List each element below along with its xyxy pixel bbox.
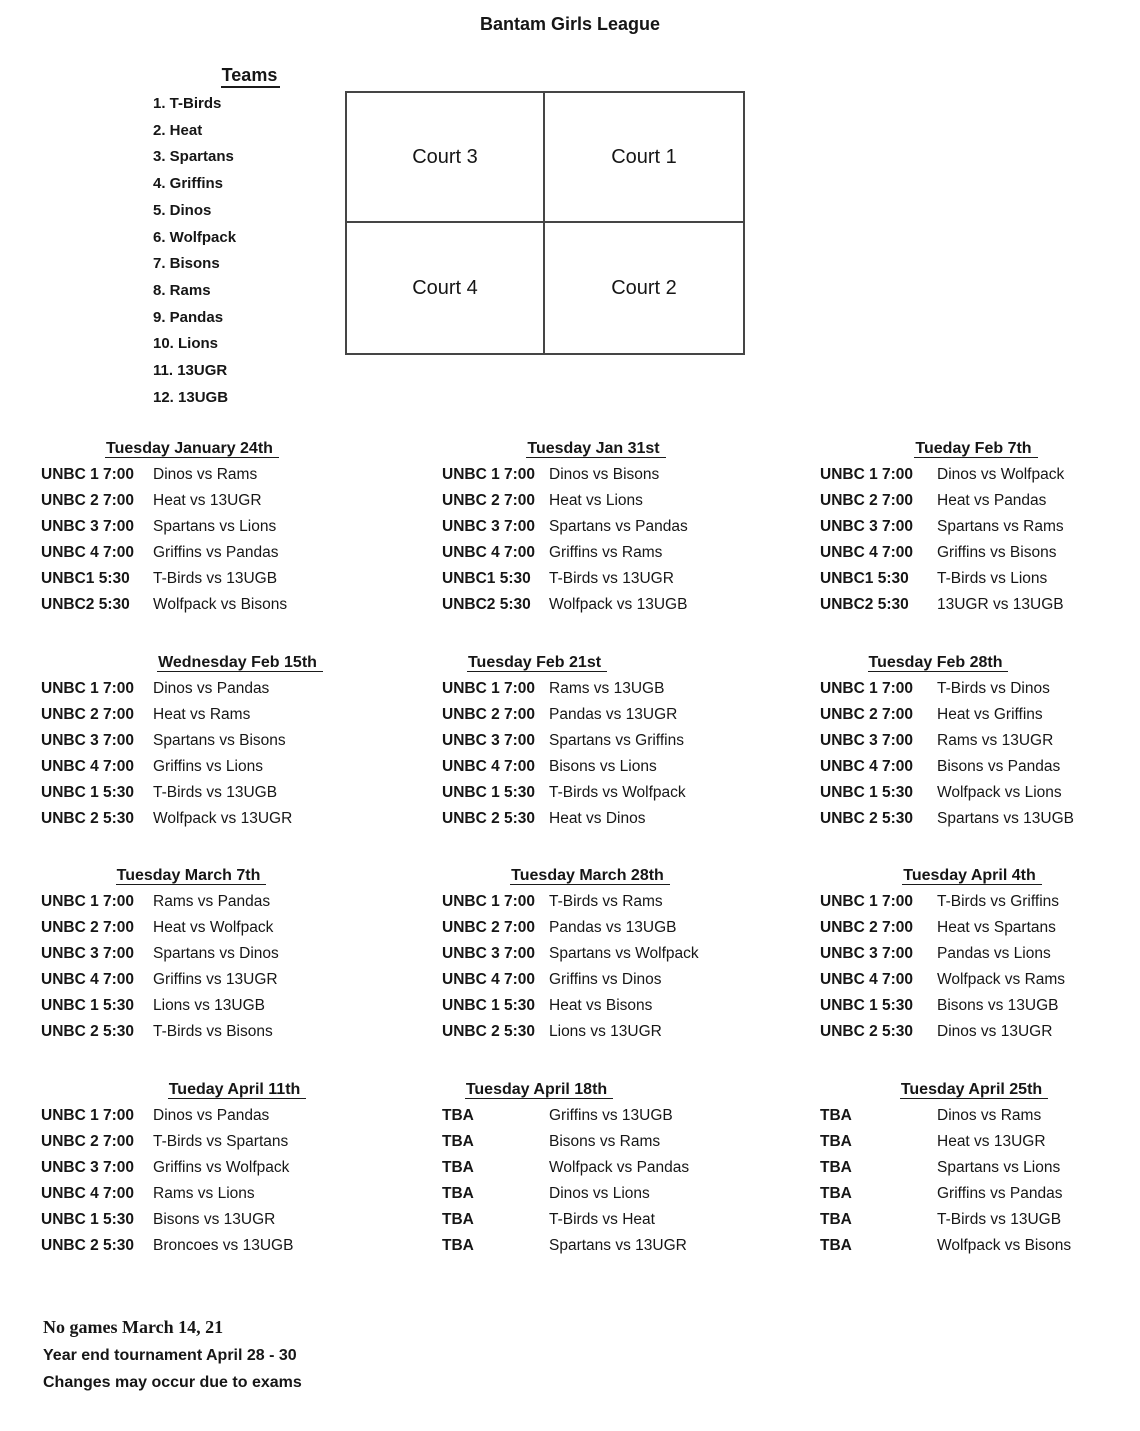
games-list [41, 676, 371, 832]
game-slot: UNBC 2 7:00 [442, 919, 536, 936]
game-slot: UNBC 2 7:00 [41, 1133, 135, 1150]
game-slot: UNBC 3 7:00 [820, 945, 914, 962]
game-match: T-Birds vs 13UGB [937, 1211, 1062, 1228]
game-slot: UNBC 3 7:00 [442, 945, 536, 962]
game-slot: UNBC 1 5:30 [820, 784, 914, 801]
game-slot: UNBC 4 7:00 [442, 544, 536, 561]
game-row [41, 514, 371, 540]
team-list-item: 11. 13UGR [153, 362, 228, 380]
game-slot: UNBC2 5:30 [41, 596, 130, 613]
game-row [442, 1233, 772, 1259]
game-slot: UNBC 1 7:00 [820, 893, 914, 910]
game-match: Spartans vs 13UGR [549, 1237, 687, 1254]
schedule-block-feb-28 [820, 650, 1130, 832]
game-row [820, 592, 1130, 618]
game-row [820, 1233, 1130, 1259]
schedule-block-apr-18 [442, 1077, 772, 1259]
game-slot: UNBC 1 5:30 [41, 1211, 135, 1228]
game-slot: UNBC 3 7:00 [41, 518, 135, 535]
games-list [41, 889, 371, 1045]
schedule-date-text: Tuesday March 28th [510, 867, 670, 885]
schedule-date-text: Tuesday Feb 28th [868, 654, 1009, 672]
teams-list [153, 91, 348, 411]
team-list-item: 7. Bisons [153, 255, 220, 273]
team-list-item: 9. Pandas [153, 308, 224, 326]
game-row [442, 728, 772, 754]
games-list [820, 889, 1130, 1045]
court-diagram [345, 91, 745, 355]
game-match: Bisons vs Rams [549, 1133, 661, 1150]
game-row [442, 1181, 772, 1207]
page-title: Bantam Girls League [479, 14, 661, 34]
schedule-block-jan-31 [442, 436, 772, 618]
game-match: Griffins vs Lions [153, 758, 263, 775]
game-match: Wolfpack vs Bisons [153, 596, 288, 613]
schedule-date-heading [821, 436, 1131, 462]
schedule-block-mar-7 [41, 863, 371, 1045]
game-row [820, 889, 1130, 915]
schedule-block-apr-4 [820, 863, 1130, 1045]
game-slot: UNBC 1 5:30 [820, 997, 914, 1014]
game-row [820, 514, 1130, 540]
game-row [442, 941, 772, 967]
game-match: Lions vs 13UGB [153, 997, 265, 1014]
game-row [41, 540, 371, 566]
game-slot: UNBC 3 7:00 [41, 732, 135, 749]
game-row [41, 488, 371, 514]
game-slot: TBA [442, 1133, 474, 1150]
game-slot: UNBC 2 7:00 [41, 492, 135, 509]
game-row [820, 1019, 1130, 1045]
game-slot: UNBC 2 7:00 [820, 919, 914, 936]
game-match: Dinos vs Pandas [153, 680, 270, 697]
game-match: Bisons vs 13UGR [153, 1211, 276, 1228]
game-match: Spartans vs Lions [937, 1159, 1061, 1176]
court-1-label: Court 1 [611, 145, 677, 168]
schedule-date-text: Tuesday Feb 21st [467, 654, 607, 672]
court-2-label: Court 2 [611, 276, 677, 299]
games-list [820, 676, 1130, 832]
game-match: Spartans vs Wolfpack [549, 945, 699, 962]
game-slot: TBA [442, 1185, 474, 1202]
game-slot: UNBC 2 5:30 [41, 1023, 135, 1040]
game-row [820, 728, 1130, 754]
game-slot: TBA [820, 1185, 852, 1202]
game-slot: TBA [442, 1107, 474, 1124]
game-slot: UNBC 1 5:30 [442, 784, 536, 801]
schedule-date-text: Tueday Feb 7th [914, 440, 1037, 458]
team-list-item: 4. Griffins [153, 175, 224, 193]
game-match: Dinos vs Rams [937, 1107, 1042, 1124]
game-row [41, 1207, 371, 1233]
game-slot: UNBC 4 7:00 [41, 971, 135, 988]
game-row [820, 540, 1130, 566]
game-slot: UNBC 2 5:30 [442, 810, 536, 827]
game-row [442, 676, 772, 702]
game-match: Griffins vs Pandas [153, 544, 279, 561]
game-row [820, 915, 1130, 941]
game-slot: UNBC 2 5:30 [820, 1023, 914, 1040]
teams-heading [153, 64, 348, 86]
game-row [442, 1155, 772, 1181]
game-row [820, 488, 1130, 514]
game-row [442, 754, 772, 780]
game-slot: UNBC 2 5:30 [41, 1237, 135, 1254]
game-slot: UNBC 2 5:30 [442, 1023, 536, 1040]
game-match: Rams vs 13UGB [549, 680, 665, 697]
game-slot: UNBC 1 5:30 [41, 997, 135, 1014]
game-match: Griffins vs Pandas [937, 1185, 1063, 1202]
schedule-block-apr-25 [820, 1077, 1130, 1259]
game-row [820, 566, 1130, 592]
game-row [41, 754, 371, 780]
schedule-date-heading [819, 1077, 1129, 1103]
game-slot: UNBC 4 7:00 [820, 758, 914, 775]
game-match: Griffins vs 13UGB [549, 1107, 673, 1124]
game-match: Wolfpack vs 13UGB [549, 596, 688, 613]
game-slot: UNBC 2 7:00 [820, 492, 914, 509]
game-slot: UNBC 3 7:00 [442, 732, 536, 749]
game-row [41, 1181, 371, 1207]
game-row [820, 702, 1130, 728]
game-row [442, 462, 772, 488]
game-slot: TBA [820, 1133, 852, 1150]
game-row [820, 462, 1130, 488]
game-row [41, 1103, 371, 1129]
schedule-date-text: Tuesday April 18th [465, 1081, 613, 1099]
game-row [820, 780, 1130, 806]
game-slot: UNBC 1 7:00 [41, 466, 135, 483]
game-match: Wolfpack vs 13UGR [153, 810, 293, 827]
game-row [41, 592, 371, 618]
game-match: T-Birds vs Bisons [153, 1023, 273, 1040]
game-row [820, 676, 1130, 702]
game-slot: UNBC 2 7:00 [442, 706, 536, 723]
game-row [41, 889, 371, 915]
game-row [820, 1129, 1130, 1155]
game-slot: UNBC 1 7:00 [442, 680, 536, 697]
game-match: T-Birds vs Dinos [937, 680, 1050, 697]
schedule-date-text: Tuesday January 24th [105, 440, 279, 458]
game-match: T-Birds vs Spartans [153, 1133, 289, 1150]
team-list-item: 10. Lions [153, 335, 219, 353]
game-match: Dinos vs Rams [153, 466, 258, 483]
game-row [820, 754, 1130, 780]
game-match: Griffins vs 13UGR [153, 971, 278, 988]
game-match: Wolfpack vs Pandas [549, 1159, 690, 1176]
game-row [442, 993, 772, 1019]
game-slot: UNBC 4 7:00 [41, 758, 135, 775]
game-match: Heat vs Lions [549, 492, 643, 509]
schedule-date-text: Wednesday Feb 15th [157, 654, 323, 672]
game-match: Griffins vs Rams [549, 544, 663, 561]
game-match: Bisons vs 13UGB [937, 997, 1059, 1014]
game-row [41, 676, 371, 702]
game-match: T-Birds vs 13UGB [153, 784, 278, 801]
game-slot: TBA [820, 1237, 852, 1254]
game-slot: UNBC 3 7:00 [41, 945, 135, 962]
game-match: T-Birds vs 13UGB [153, 570, 278, 587]
game-match: Heat vs Wolfpack [153, 919, 274, 936]
game-match: Wolfpack vs Bisons [937, 1237, 1072, 1254]
court-3-cell [347, 93, 545, 223]
schedule-date-text: Tuesday March 7th [116, 867, 267, 885]
schedule-block-apr-11 [41, 1077, 371, 1259]
game-match: Pandas vs Lions [937, 945, 1051, 962]
game-slot: UNBC2 5:30 [820, 596, 909, 613]
team-list-item: 1. T-Birds [153, 95, 222, 112]
team-list-item: 5. Dinos [153, 201, 212, 219]
court-3-label: Court 3 [412, 145, 478, 168]
team-list-item: 6. Wolfpack [153, 228, 237, 246]
game-slot: UNBC 2 5:30 [820, 810, 914, 827]
game-slot: UNBC 1 5:30 [442, 997, 536, 1014]
schedule-date-text: Tueday April 11th [168, 1081, 307, 1099]
game-row [442, 967, 772, 993]
game-match: Pandas vs 13UGB [549, 919, 677, 936]
game-row [820, 941, 1130, 967]
schedule-date-heading [26, 863, 356, 889]
game-row [41, 915, 371, 941]
team-list-item: 3. Spartans [153, 148, 234, 166]
game-slot: UNBC1 5:30 [442, 570, 531, 587]
game-match: Griffins vs Bisons [937, 544, 1057, 561]
game-match: Dinos vs Wolfpack [937, 466, 1065, 483]
game-match: T-Birds vs Griffins [937, 893, 1060, 910]
game-slot: UNBC1 5:30 [820, 570, 909, 587]
game-match: Griffins vs Wolfpack [153, 1159, 290, 1176]
game-match: T-Birds vs Wolfpack [549, 784, 686, 801]
teams-section [153, 64, 348, 411]
game-match: Spartans vs Rams [937, 518, 1064, 535]
game-row [820, 806, 1130, 832]
court-4-label: Court 4 [412, 276, 478, 299]
game-slot: UNBC 1 7:00 [820, 466, 914, 483]
game-row [820, 993, 1130, 1019]
game-slot: TBA [820, 1159, 852, 1176]
games-list [41, 1103, 371, 1259]
game-slot: TBA [820, 1211, 852, 1228]
game-slot: UNBC1 5:30 [41, 570, 130, 587]
game-row [41, 967, 371, 993]
game-match: Rams vs Lions [153, 1185, 255, 1202]
game-row [442, 806, 772, 832]
game-slot: UNBC 4 7:00 [820, 971, 914, 988]
game-slot: TBA [820, 1107, 852, 1124]
game-row [41, 941, 371, 967]
game-slot: UNBC 1 7:00 [41, 893, 135, 910]
schedule-date-heading [431, 436, 761, 462]
game-row [41, 780, 371, 806]
game-slot: UNBC 4 7:00 [41, 1185, 135, 1202]
game-match: Spartans vs Griffins [549, 732, 684, 749]
game-slot: UNBC 2 7:00 [820, 706, 914, 723]
court-1-cell [545, 93, 743, 223]
game-slot: TBA [442, 1211, 474, 1228]
game-row [41, 462, 371, 488]
game-slot: UNBC 4 7:00 [442, 758, 536, 775]
game-match: T-Birds vs Heat [549, 1211, 655, 1228]
game-slot: UNBC 2 7:00 [442, 492, 536, 509]
schedule-date-heading [374, 1077, 704, 1103]
games-list [442, 1103, 772, 1259]
team-list-item: 8. Rams [153, 281, 211, 299]
game-slot: UNBC 3 7:00 [820, 732, 914, 749]
game-match: Heat vs Griffins [937, 706, 1043, 723]
schedule-block-feb-15 [41, 650, 371, 832]
game-match: T-Birds vs Rams [549, 893, 663, 910]
game-slot: UNBC 1 7:00 [442, 893, 536, 910]
game-match: Dinos vs Pandas [153, 1107, 270, 1124]
schedule-date-heading [27, 436, 357, 462]
game-row [442, 780, 772, 806]
game-slot: UNBC 4 7:00 [820, 544, 914, 561]
game-row [41, 806, 371, 832]
game-row [41, 728, 371, 754]
game-slot: UNBC 2 7:00 [41, 919, 135, 936]
game-match: T-Birds vs 13UGR [549, 570, 674, 587]
games-list [820, 1103, 1130, 1259]
schedule-date-text: Tuesday Jan 31st [526, 440, 665, 458]
game-match: Heat vs Rams [153, 706, 251, 723]
schedule-block-jan-24 [41, 436, 371, 618]
schedule-date-heading [75, 650, 405, 676]
game-match: Wolfpack vs Lions [937, 784, 1062, 801]
game-slot: UNBC 2 5:30 [41, 810, 135, 827]
game-row [442, 1129, 772, 1155]
schedule-date-heading [72, 1077, 402, 1103]
game-row [41, 1233, 371, 1259]
footer-note-changes: Changes may occur due to exams [43, 1374, 302, 1391]
game-match: Rams vs 13UGR [937, 732, 1054, 749]
game-row [442, 1207, 772, 1233]
team-list-item: 2. Heat [153, 121, 203, 139]
games-list [41, 462, 371, 618]
game-slot: TBA [442, 1159, 474, 1176]
schedule-date-heading [425, 863, 755, 889]
game-slot: UNBC 1 7:00 [442, 466, 536, 483]
schedule-block-feb-7 [820, 436, 1130, 618]
game-match: Heat vs Pandas [937, 492, 1047, 509]
game-row [41, 993, 371, 1019]
game-match: Heat vs Spartans [937, 919, 1056, 936]
game-row [442, 488, 772, 514]
game-row [41, 1019, 371, 1045]
game-row [820, 1103, 1130, 1129]
game-match: Broncoes vs 13UGB [153, 1237, 294, 1254]
game-row [442, 592, 772, 618]
game-match: T-Birds vs Lions [937, 570, 1048, 587]
game-row [442, 540, 772, 566]
game-match: Heat vs 13UGR [937, 1133, 1046, 1150]
game-slot: TBA [442, 1237, 474, 1254]
games-list [442, 889, 772, 1045]
game-slot: UNBC 2 7:00 [41, 706, 135, 723]
game-match: Heat vs 13UGR [153, 492, 262, 509]
game-slot: UNBC2 5:30 [442, 596, 531, 613]
schedule-date-text: Tuesday April 25th [900, 1081, 1048, 1099]
game-row [442, 1019, 772, 1045]
game-slot: UNBC 3 7:00 [41, 1159, 135, 1176]
schedule-date-heading [817, 863, 1127, 889]
game-row [41, 566, 371, 592]
game-match: Spartans vs Dinos [153, 945, 279, 962]
game-match: Dinos vs 13UGR [937, 1023, 1053, 1040]
game-row [41, 1155, 371, 1181]
game-row [442, 702, 772, 728]
game-slot: UNBC 1 7:00 [41, 1107, 135, 1124]
game-row [820, 1155, 1130, 1181]
footer-notes [43, 1314, 302, 1397]
game-match: Spartans vs 13UGB [937, 810, 1074, 827]
game-match: Spartans vs Pandas [549, 518, 688, 535]
game-match: Bisons vs Pandas [937, 758, 1061, 775]
schedule-date-heading [372, 650, 702, 676]
game-slot: UNBC 3 7:00 [442, 518, 536, 535]
game-row [442, 915, 772, 941]
game-slot: UNBC 3 7:00 [820, 518, 914, 535]
game-row [41, 702, 371, 728]
game-row [442, 566, 772, 592]
game-match: Dinos vs Lions [549, 1185, 650, 1202]
game-slot: UNBC 1 5:30 [41, 784, 135, 801]
game-slot: UNBC 4 7:00 [442, 971, 536, 988]
game-slot: UNBC 1 7:00 [820, 680, 914, 697]
game-row [820, 1207, 1130, 1233]
game-match: Heat vs Bisons [549, 997, 653, 1014]
game-match: Rams vs Pandas [153, 893, 271, 910]
game-match: 13UGR vs 13UGB [937, 596, 1064, 613]
game-match: Lions vs 13UGR [549, 1023, 662, 1040]
teams-heading-text: Teams [221, 65, 281, 88]
team-list-item: 12. 13UGB [153, 388, 229, 406]
game-row [442, 1103, 772, 1129]
game-slot: UNBC 1 7:00 [41, 680, 135, 697]
game-match: Heat vs Dinos [549, 810, 646, 827]
footer-note-no-games: No games March 14, 21 [43, 1317, 224, 1337]
schedule-block-feb-21 [442, 650, 772, 832]
game-row [820, 1181, 1130, 1207]
game-match: Bisons vs Lions [549, 758, 657, 775]
games-list [442, 676, 772, 832]
game-match: Wolfpack vs Rams [937, 971, 1066, 988]
game-match: Spartans vs Lions [153, 518, 277, 535]
game-row [41, 1129, 371, 1155]
games-list [442, 462, 772, 618]
games-list [820, 462, 1130, 618]
game-row [442, 514, 772, 540]
game-match: Spartans vs Bisons [153, 732, 286, 749]
game-row [442, 889, 772, 915]
schedule-date-text: Tuesday April 4th [902, 867, 1041, 885]
schedule-block-mar-28 [442, 863, 772, 1045]
footer-note-tournament: Year end tournament April 28 - 30 [43, 1346, 297, 1364]
court-2-cell [545, 223, 743, 353]
game-match: Griffins vs Dinos [549, 971, 662, 988]
court-4-cell [347, 223, 545, 353]
schedule-date-heading [783, 650, 1093, 676]
game-slot: UNBC 4 7:00 [41, 544, 135, 561]
game-match: Dinos vs Bisons [549, 466, 660, 483]
game-match: Pandas vs 13UGR [549, 706, 678, 723]
game-row [820, 967, 1130, 993]
